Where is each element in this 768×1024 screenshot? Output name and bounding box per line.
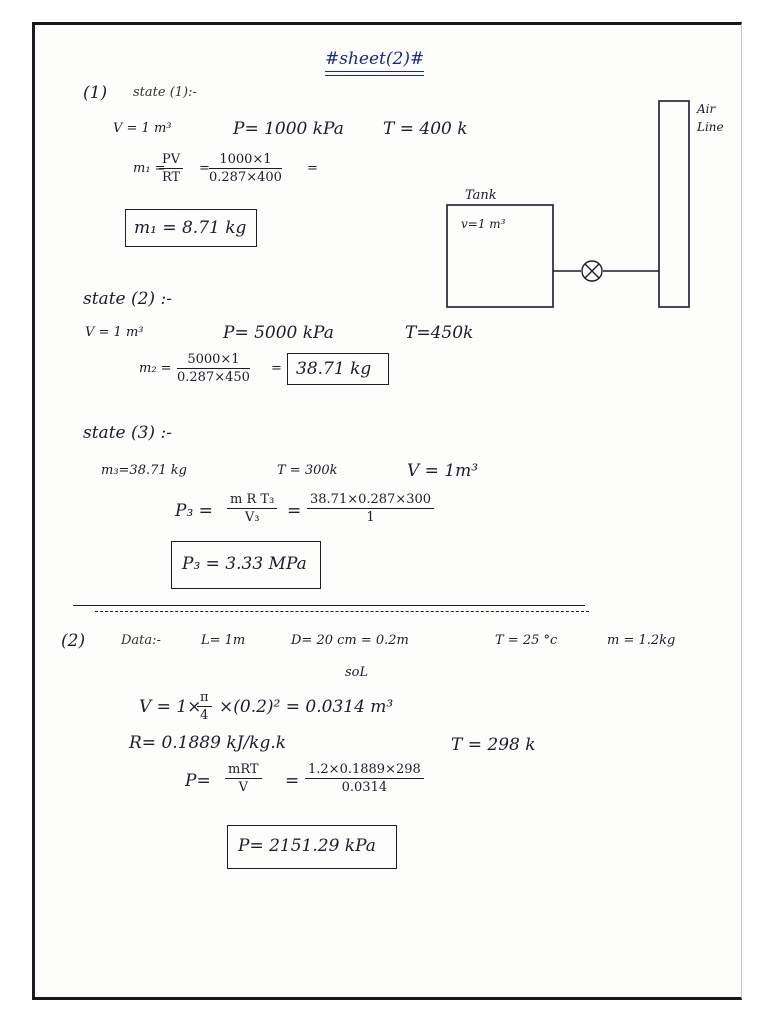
sheet-title: #sheet(2)# xyxy=(325,49,424,72)
state3-pressure-fraction-symbolic xyxy=(227,491,277,526)
fraction-numerator: 1.2×0.1889×298 xyxy=(305,761,424,779)
fraction-denominator: 4 xyxy=(200,708,209,723)
state3-pressure-fraction-numeric xyxy=(307,491,434,526)
problem2-sol-label: soL xyxy=(345,665,369,680)
problem2-volume-rest: ×(0.2)² = 0.0314 m³ xyxy=(219,697,394,717)
problem2-data-label: Data:- xyxy=(121,633,161,648)
problem2-result: P= 2151.29 kPa xyxy=(238,836,376,856)
state1-equals-1: = xyxy=(199,161,210,176)
fraction-numerator: m R T₃ xyxy=(227,491,277,509)
air-line-label-top: Air xyxy=(697,102,716,116)
tank-volume-label: v=1 m³ xyxy=(461,217,506,231)
problem2-result-box xyxy=(227,825,397,869)
state2-pressure: P= 5000 kPa xyxy=(223,323,334,343)
state1-result: m₁ = 8.71 kg xyxy=(134,218,247,238)
problem2-diameter: D= 20 cm = 0.2m xyxy=(291,633,409,648)
notebook-page xyxy=(32,22,742,1000)
problem2-temperature-kelvin: T = 298 k xyxy=(451,735,536,755)
state1-mass-fraction-numeric xyxy=(209,151,282,186)
state2-result-box xyxy=(287,353,389,385)
state3-result: P₃ = 3.33 MPa xyxy=(182,554,307,574)
fraction-denominator: 0.287×400 xyxy=(209,170,282,185)
problem2-pressure-lhs: P= xyxy=(185,771,211,791)
problem2-number: (2) xyxy=(61,631,86,651)
problem2-mass: m = 1.2kg xyxy=(607,633,676,648)
state1-volume: V = 1 m³ xyxy=(113,121,172,136)
problem1-number: (1) xyxy=(83,83,108,103)
problem2-pressure-fraction-symbolic xyxy=(225,761,262,796)
state1-equals-2: = xyxy=(307,161,318,176)
fraction-denominator: V₃ xyxy=(244,510,260,525)
state1-result-box xyxy=(125,209,257,247)
problem2-pi-fraction xyxy=(197,689,212,724)
valve-icon xyxy=(582,261,602,281)
problem2-volume-lhs: V = 1× xyxy=(139,697,202,717)
state1-pressure: P= 1000 kPa xyxy=(233,119,344,139)
state2-result: 38.71 kg xyxy=(296,359,372,379)
problem2-length: L= 1m xyxy=(201,633,246,648)
fraction-denominator: V xyxy=(238,780,248,795)
fraction-numerator: mRT xyxy=(225,761,262,779)
state2-equals: = xyxy=(271,361,282,376)
problem2-gas-constant: R= 0.1889 kJ/kg.k xyxy=(129,733,287,753)
state3-pressure-lhs: P₃ = xyxy=(175,501,213,521)
fraction-denominator: 0.287×450 xyxy=(177,370,250,385)
fraction-numerator: π xyxy=(197,689,212,707)
tank-air-line-diagram xyxy=(435,95,741,315)
state1-heading: state (1):- xyxy=(133,85,197,100)
air-line-label-bottom: Line xyxy=(697,120,724,134)
state2-volume: V = 1 m³ xyxy=(85,325,144,340)
problem2-temperature: T = 25 °c xyxy=(495,633,558,648)
state3-heading: state (3) :- xyxy=(83,423,172,443)
state3-mass: m₃=38.71 kg xyxy=(101,463,187,478)
state3-equals: = xyxy=(287,501,302,521)
problem2-pressure-fraction-numeric xyxy=(305,761,424,796)
section-divider-top xyxy=(73,605,585,606)
state2-temperature: T=450k xyxy=(405,323,474,343)
fraction-numerator: PV xyxy=(159,151,183,169)
fraction-numerator: 5000×1 xyxy=(177,351,250,369)
problem2-equals: = xyxy=(285,771,300,791)
state1-temperature: T = 400 k xyxy=(383,119,468,139)
fraction-numerator: 1000×1 xyxy=(209,151,282,169)
fraction-denominator: 1 xyxy=(366,510,375,525)
state2-mass-lhs: m₂ = xyxy=(139,361,172,376)
fraction-denominator: RT xyxy=(161,170,181,185)
fraction-numerator: 38.71×0.287×300 xyxy=(307,491,434,509)
section-divider-bottom xyxy=(95,611,589,612)
state3-temperature: T = 300k xyxy=(277,463,338,478)
fraction-denominator: 0.0314 xyxy=(341,780,388,795)
tank-label: Tank xyxy=(465,188,497,203)
state3-result-box xyxy=(171,541,321,589)
state2-heading: state (2) :- xyxy=(83,289,172,309)
state2-mass-fraction xyxy=(177,351,250,386)
air-line-shape xyxy=(659,101,689,307)
state1-mass-lhs: m₁ = xyxy=(133,161,166,176)
state1-mass-fraction-symbolic xyxy=(159,151,183,186)
state3-volume: V = 1m³ xyxy=(407,461,479,481)
